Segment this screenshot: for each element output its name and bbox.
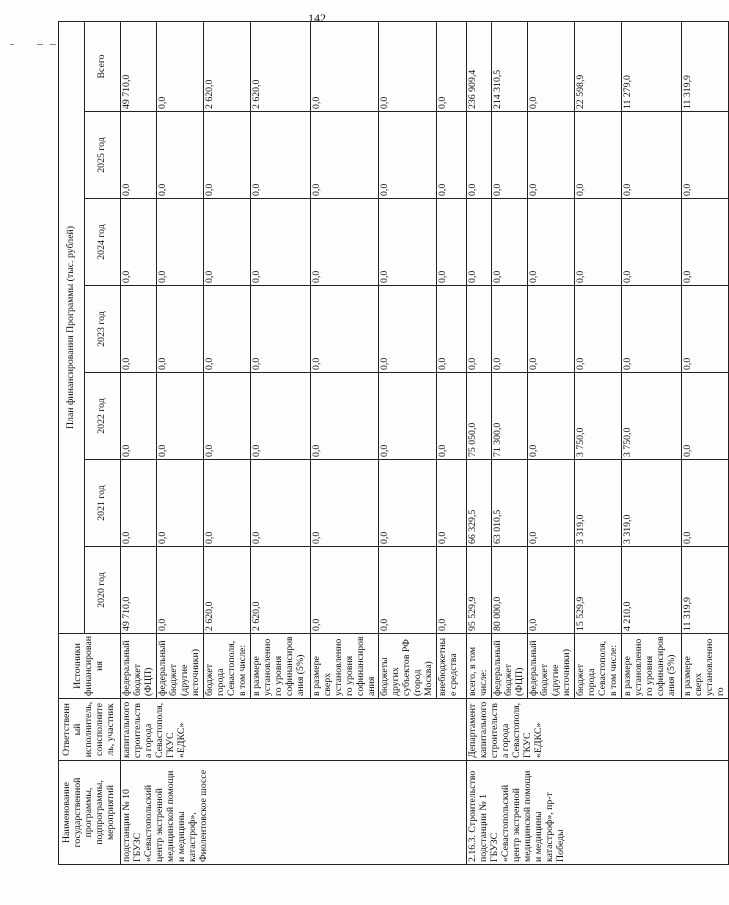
page-number: 142 — [308, 11, 326, 25]
executor-cell: капитального строительства города Севастополя, ГКУС «ЕДКС» — [121, 699, 467, 761]
value-cell: 0,0 — [528, 112, 575, 199]
measure-name-cell: подстанции № 10 ГБУЗС «Севастопольский центр экстренной медицинской помощи и медицины катастроф», Фиолентовское шоссе — [121, 761, 467, 865]
total-cell: 0,0 — [437, 21, 467, 111]
total-header: Всего — [85, 21, 121, 111]
value-cell: 0,0 — [379, 286, 437, 373]
value-cell: 0,0 — [437, 199, 467, 286]
value-cell: 49 710,0 — [121, 547, 157, 634]
value-cell: 0,0 — [379, 112, 437, 199]
value-cell: 0,0 — [121, 112, 157, 199]
total-cell: 0,0 — [156, 21, 203, 111]
source-cell: бюджет города Севастополя, в том числе: — [575, 634, 622, 699]
value-cell: 0,0 — [121, 373, 157, 460]
header-row — [59, 21, 85, 864]
source-cell: федеральный бюджет (ФЦП) — [492, 634, 528, 699]
executor-cell: Департамент капитального строительства города Севастополя, ГКУС «ЕДКС» — [467, 699, 728, 761]
value-cell: 0,0 — [437, 286, 467, 373]
value-cell: 0,0 — [310, 460, 379, 547]
total-cell: 2 620,0 — [203, 21, 250, 111]
value-cell: 0,0 — [528, 286, 575, 373]
value-cell: 0,0 — [156, 547, 203, 634]
value-cell: 0,0 — [467, 286, 492, 373]
value-cell: 71 300,0 — [492, 373, 528, 460]
value-cell: 0,0 — [681, 286, 728, 373]
value-cell: 0,0 — [492, 286, 528, 373]
value-cell: 0,0 — [621, 112, 681, 199]
value-cell: 80 000,0 — [492, 547, 528, 634]
source-cell: федеральный бюджет (другие источники) — [156, 634, 203, 699]
value-cell: 0,0 — [310, 547, 379, 634]
value-cell: 0,0 — [621, 199, 681, 286]
total-cell: 0,0 — [310, 21, 379, 111]
value-cell: 0,0 — [250, 112, 310, 199]
total-cell: 236 909,4 — [467, 21, 492, 111]
value-cell: 0,0 — [156, 286, 203, 373]
year-header: 2025 год — [85, 112, 121, 199]
source-cell: в размере установленного уровня софинансирования (5%) — [621, 634, 681, 699]
value-cell: 0,0 — [250, 199, 310, 286]
value-cell: 0,0 — [437, 112, 467, 199]
value-cell: 3 750,0 — [621, 373, 681, 460]
source-cell: в размере установленного уровня софинансирования (5%) — [250, 634, 310, 699]
value-cell: 0,0 — [156, 112, 203, 199]
total-cell: 2 620,0 — [250, 21, 310, 111]
value-cell: 0,0 — [156, 373, 203, 460]
value-cell: 0,0 — [203, 460, 250, 547]
value-cell: 0,0 — [310, 199, 379, 286]
rotated-table-wrapper — [58, 34, 726, 865]
value-cell: 0,0 — [121, 199, 157, 286]
col-header-plan: План финансирования Программы (тыс. рублей) — [59, 21, 85, 633]
value-cell: 0,0 — [681, 373, 728, 460]
measure-name-cell: 2.16.3. Строительство подстанции № 1 ГБУЗС «Севастопольский центр экстренной медицинской помощи и медицины катастроф», пр-т Победы — [467, 761, 728, 865]
value-cell: 0,0 — [681, 199, 728, 286]
value-cell: 75 050,0 — [467, 373, 492, 460]
table-row — [467, 21, 492, 864]
value-cell: 0,0 — [379, 373, 437, 460]
year-header: 2022 год — [85, 373, 121, 460]
value-cell: 0,0 — [528, 460, 575, 547]
total-cell: 11 279,0 — [621, 21, 681, 111]
value-cell: 0,0 — [250, 460, 310, 547]
value-cell: 3 319,0 — [621, 460, 681, 547]
source-cell: федеральный бюджет (другие источники) — [528, 634, 575, 699]
value-cell: 0,0 — [156, 460, 203, 547]
value-cell: 0,0 — [156, 199, 203, 286]
value-cell: 15 529,9 — [575, 547, 622, 634]
value-cell: 0,0 — [203, 112, 250, 199]
financing-table — [58, 21, 729, 865]
year-header: 2020 год — [85, 547, 121, 634]
source-cell: федеральный бюджет (ФЦП) — [121, 634, 157, 699]
value-cell: 63 010,5 — [492, 460, 528, 547]
value-cell: 0,0 — [203, 286, 250, 373]
value-cell: 0,0 — [310, 112, 379, 199]
value-cell: 0,0 — [203, 373, 250, 460]
value-cell: 0,0 — [379, 547, 437, 634]
value-cell: 0,0 — [250, 286, 310, 373]
value-cell: 4 210,0 — [621, 547, 681, 634]
value-cell: 95 529,9 — [467, 547, 492, 634]
source-cell: в размере сверх установленного уровня софинансирования — [310, 634, 379, 699]
total-cell: 0,0 — [528, 21, 575, 111]
value-cell: 0,0 — [681, 460, 728, 547]
value-cell: 0,0 — [121, 286, 157, 373]
value-cell: 0,0 — [379, 460, 437, 547]
value-cell: 0,0 — [203, 199, 250, 286]
scan-mark — [10, 44, 14, 45]
col-header-source: Источники финансирования — [59, 634, 121, 699]
value-cell: 0,0 — [467, 199, 492, 286]
value-cell: 2 620,0 — [250, 547, 310, 634]
total-cell: 0,0 — [379, 21, 437, 111]
value-cell: 0,0 — [528, 199, 575, 286]
scan-mark — [50, 44, 56, 45]
year-header: 2023 год — [85, 286, 121, 373]
value-cell: 0,0 — [528, 373, 575, 460]
value-cell: 0,0 — [250, 373, 310, 460]
total-cell: 11 319,9 — [681, 21, 728, 111]
value-cell: 66 329,5 — [467, 460, 492, 547]
col-header-executor: Ответственный исполнитель, соисполнитель, участник — [59, 699, 121, 761]
source-cell: бюджет города Севастополя, в том числе: — [203, 634, 250, 699]
value-cell: 0,0 — [310, 286, 379, 373]
source-cell: внебюджетные средства — [437, 634, 467, 699]
total-cell: 49 710,0 — [121, 21, 157, 111]
value-cell: 0,0 — [492, 199, 528, 286]
value-cell: 0,0 — [379, 199, 437, 286]
source-cell: в размере сверх установленного — [681, 634, 728, 699]
year-header: 2021 год — [85, 460, 121, 547]
total-cell: 214 310,5 — [492, 21, 528, 111]
value-cell: 0,0 — [575, 199, 622, 286]
year-header: 2024 год — [85, 199, 121, 286]
value-cell: 0,0 — [310, 373, 379, 460]
value-cell: 2 620,0 — [203, 547, 250, 634]
value-cell: 0,0 — [681, 112, 728, 199]
col-header-name: Наименование государственной программы, подпрограммы, мероприятий — [59, 761, 121, 865]
value-cell: 0,0 — [528, 547, 575, 634]
value-cell: 0,0 — [437, 460, 467, 547]
value-cell: 0,0 — [437, 547, 467, 634]
value-cell: 0,0 — [621, 286, 681, 373]
value-cell: 0,0 — [575, 286, 622, 373]
total-cell: 22 598,9 — [575, 21, 622, 111]
value-cell: 0,0 — [492, 112, 528, 199]
value-cell: 11 319,9 — [681, 547, 728, 634]
source-cell: бюджеты других субъектов РФ (город Москва) — [379, 634, 437, 699]
value-cell: 3 319,0 — [575, 460, 622, 547]
value-cell: 0,0 — [121, 460, 157, 547]
table-row — [121, 21, 157, 864]
value-cell: 3 750,0 — [575, 373, 622, 460]
value-cell: 0,0 — [437, 373, 467, 460]
source-cell: всего, в том числе: — [467, 634, 492, 699]
value-cell: 0,0 — [467, 112, 492, 199]
value-cell: 0,0 — [575, 112, 622, 199]
scan-mark — [37, 44, 43, 45]
